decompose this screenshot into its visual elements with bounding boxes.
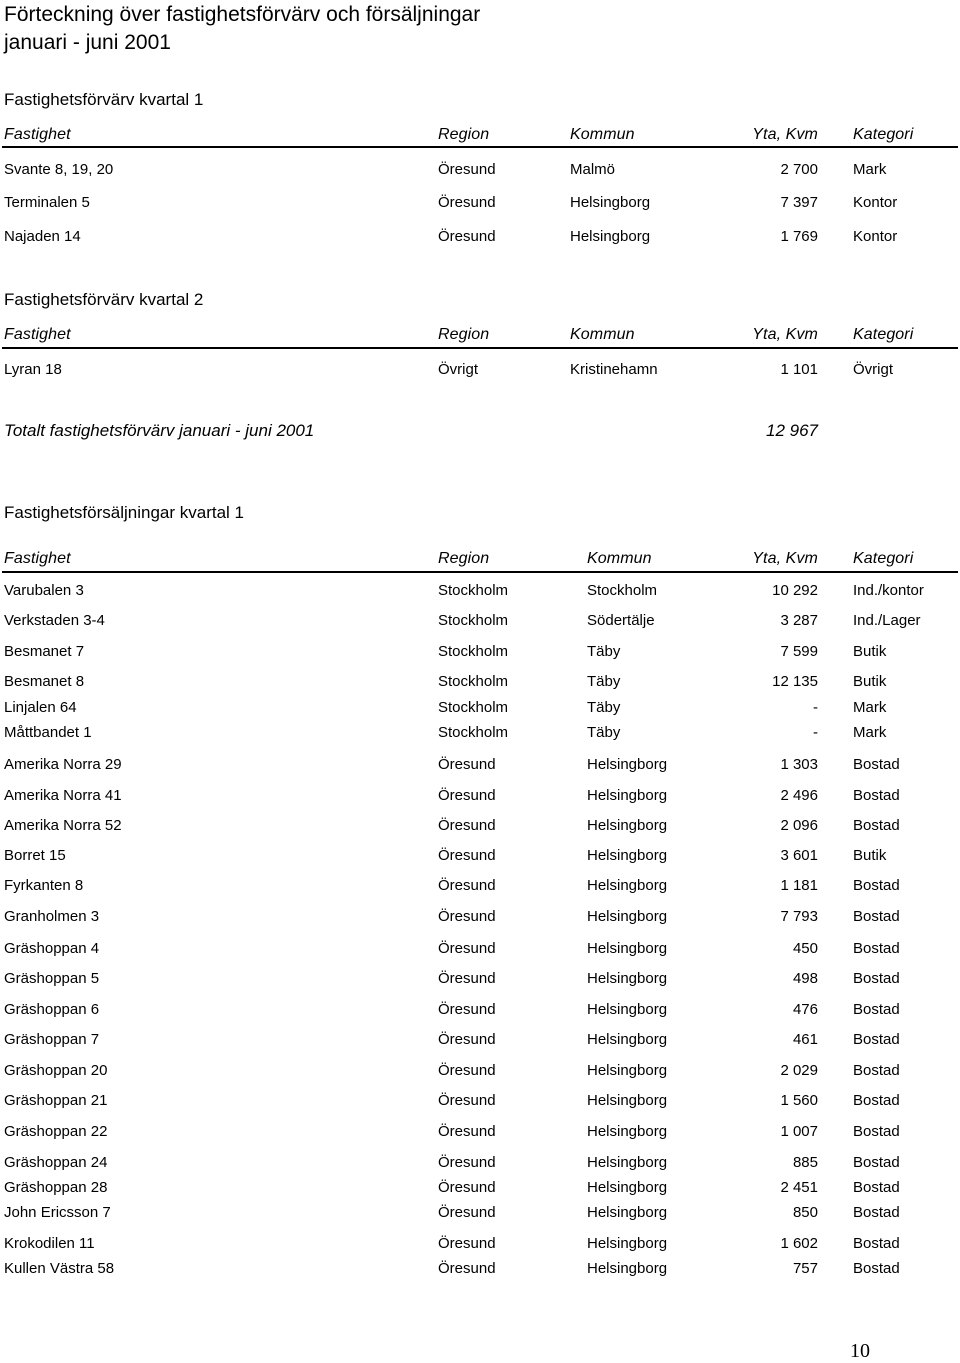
header-yta: Yta, Kvm [752, 326, 818, 343]
cell-fastighet: Gräshoppan 28 [4, 1179, 108, 1196]
cell-region: Öresund [438, 756, 496, 773]
cell-fastighet: Granholmen 3 [4, 908, 100, 925]
cell-kommun: Helsingborg [587, 847, 668, 864]
cell-kommun: Stockholm [587, 582, 658, 599]
document-title-line1: Förteckning över fastighetsförvärv och försäljningar [4, 3, 481, 26]
cell-kategori: Bostad [853, 1179, 900, 1196]
cell-kommun: Helsingborg [570, 194, 651, 211]
header-region: Region [438, 126, 490, 143]
cell-fastighet: Borret 15 [4, 847, 66, 864]
cell-region: Öresund [438, 1179, 496, 1196]
cell-fastighet: Lyran 18 [4, 361, 62, 378]
cell-fastighet: Gräshoppan 24 [4, 1154, 108, 1171]
cell-region: Stockholm [438, 643, 509, 660]
cell-region: Öresund [438, 970, 496, 987]
cell-kategori: Bostad [853, 787, 900, 804]
header-rule [2, 146, 958, 148]
cell-fastighet: Najaden 14 [4, 228, 81, 245]
cell-yta: 2 029 [780, 1062, 818, 1079]
cell-yta: 1 101 [780, 361, 818, 378]
cell-yta: 476 [792, 1001, 818, 1018]
cell-kommun: Helsingborg [587, 1123, 668, 1140]
cell-yta: 850 [792, 1204, 818, 1221]
cell-kategori: Mark [853, 161, 887, 178]
cell-kategori: Bostad [853, 1235, 900, 1252]
cell-kategori: Mark [853, 699, 887, 716]
cell-kommun: Helsingborg [587, 970, 668, 987]
cell-yta: 450 [792, 940, 818, 957]
cell-yta: 2 096 [780, 817, 818, 834]
cell-fastighet: Måttbandet 1 [4, 724, 92, 741]
section-title-sales-q1: Fastighetsförsäljningar kvartal 1 [4, 503, 245, 522]
cell-yta: 7 599 [780, 643, 818, 660]
cell-fastighet: Amerika Norra 41 [4, 787, 122, 804]
cell-kategori: Ind./Lager [853, 612, 921, 629]
cell-region: Öresund [438, 1154, 496, 1171]
cell-fastighet: Gräshoppan 20 [4, 1062, 108, 1079]
cell-region: Öresund [438, 877, 496, 894]
cell-fastighet: Kullen Västra 58 [4, 1260, 115, 1277]
header-kategori: Kategori [853, 326, 914, 343]
header-region: Region [438, 326, 490, 343]
cell-region: Stockholm [438, 582, 509, 599]
cell-fastighet: Amerika Norra 29 [4, 756, 122, 773]
cell-kommun: Helsingborg [587, 1062, 668, 1079]
header-kategori: Kategori [853, 550, 914, 567]
cell-kommun: Helsingborg [587, 1204, 668, 1221]
cell-yta: 2 451 [780, 1179, 818, 1196]
cell-kommun: Helsingborg [587, 1154, 668, 1171]
cell-yta: 885 [792, 1154, 818, 1171]
cell-kommun: Helsingborg [587, 1001, 668, 1018]
cell-kommun: Kristinehamn [570, 361, 658, 378]
cell-kommun: Helsingborg [587, 1260, 668, 1277]
cell-yta: 3 287 [780, 612, 818, 629]
cell-kategori: Bostad [853, 1062, 900, 1079]
cell-yta: 1 303 [780, 756, 818, 773]
cell-kategori: Bostad [853, 817, 900, 834]
cell-fastighet: Gräshoppan 22 [4, 1123, 108, 1140]
cell-region: Öresund [438, 787, 496, 804]
header-kommun: Kommun [587, 550, 652, 567]
cell-kommun: Malmö [570, 161, 616, 178]
cell-fastighet: Verkstaden 3-4 [4, 612, 105, 629]
cell-region: Stockholm [438, 724, 509, 741]
header-kategori: Kategori [853, 126, 914, 143]
cell-region: Stockholm [438, 673, 509, 690]
cell-kommun: Helsingborg [587, 908, 668, 925]
cell-region: Övrigt [438, 361, 479, 378]
cell-yta: 12 135 [772, 673, 818, 690]
cell-fastighet: Gräshoppan 4 [4, 940, 100, 957]
cell-kommun: Helsingborg [587, 877, 668, 894]
cell-fastighet: Linjalen 64 [4, 699, 77, 716]
cell-yta: 3 601 [780, 847, 818, 864]
header-yta: Yta, Kvm [752, 126, 818, 143]
cell-kategori: Butik [853, 847, 887, 864]
cell-yta: 757 [792, 1260, 818, 1277]
cell-kategori: Bostad [853, 970, 900, 987]
page-number: 10 [850, 1340, 870, 1362]
cell-kategori: Butik [853, 643, 887, 660]
cell-kommun: Helsingborg [587, 1179, 668, 1196]
cell-kategori: Bostad [853, 940, 900, 957]
cell-kategori: Butik [853, 673, 887, 690]
cell-kommun: Täby [587, 643, 621, 660]
header-region: Region [438, 550, 490, 567]
cell-yta: - [813, 724, 818, 741]
cell-region: Stockholm [438, 699, 509, 716]
cell-yta: 498 [792, 970, 818, 987]
cell-fastighet: Amerika Norra 52 [4, 817, 122, 834]
cell-yta: 1 560 [780, 1092, 818, 1109]
cell-fastighet: Gräshoppan 21 [4, 1092, 108, 1109]
cell-kategori: Bostad [853, 1031, 900, 1048]
cell-yta: 10 292 [772, 582, 818, 599]
cell-fastighet: Besmanet 8 [4, 673, 85, 690]
cell-region: Öresund [438, 228, 496, 245]
cell-yta: 1 181 [780, 877, 818, 894]
cell-region: Öresund [438, 1031, 496, 1048]
cell-kategori: Bostad [853, 1092, 900, 1109]
section-title-acq-q1: Fastighetsförvärv kvartal 1 [4, 90, 204, 109]
cell-region: Öresund [438, 1204, 496, 1221]
cell-region: Öresund [438, 161, 496, 178]
header-kommun: Kommun [570, 126, 635, 143]
cell-kategori: Övrigt [853, 361, 894, 378]
header-kommun: Kommun [570, 326, 635, 343]
cell-region: Stockholm [438, 612, 509, 629]
cell-kategori: Bostad [853, 1204, 900, 1221]
cell-yta: 7 793 [780, 908, 818, 925]
cell-kommun: Täby [587, 673, 621, 690]
cell-yta: 1 769 [780, 228, 818, 245]
header-rule [2, 571, 958, 573]
cell-fastighet: John Ericsson 7 [4, 1204, 111, 1221]
cell-kommun: Helsingborg [587, 787, 668, 804]
cell-kommun: Helsingborg [587, 1031, 668, 1048]
cell-region: Öresund [438, 1260, 496, 1277]
cell-fastighet: Terminalen 5 [4, 194, 90, 211]
header-fastighet: Fastighet [4, 326, 71, 343]
cell-kategori: Bostad [853, 756, 900, 773]
cell-fastighet: Besmanet 7 [4, 643, 85, 660]
cell-kategori: Bostad [853, 1001, 900, 1018]
cell-yta: - [813, 699, 818, 716]
cell-kategori: Ind./kontor [853, 582, 924, 599]
cell-kommun: Helsingborg [587, 940, 668, 957]
cell-region: Öresund [438, 908, 496, 925]
header-rule [2, 347, 958, 349]
cell-fastighet: Gräshoppan 6 [4, 1001, 100, 1018]
cell-kommun: Helsingborg [570, 228, 651, 245]
header-fastighet: Fastighet [4, 550, 71, 567]
cell-kommun: Täby [587, 699, 621, 716]
cell-region: Öresund [438, 817, 496, 834]
cell-region: Öresund [438, 1123, 496, 1140]
cell-region: Öresund [438, 847, 496, 864]
cell-kategori: Bostad [853, 877, 900, 894]
cell-yta: 1 602 [780, 1235, 818, 1252]
cell-fastighet: Svante 8, 19, 20 [4, 161, 114, 178]
cell-yta: 2 496 [780, 787, 818, 804]
cell-kommun: Helsingborg [587, 817, 668, 834]
cell-kategori: Bostad [853, 1123, 900, 1140]
cell-kommun: Helsingborg [587, 756, 668, 773]
cell-kommun: Täby [587, 724, 621, 741]
total-label: Totalt fastighetsförvärv januari - juni 2001 [4, 421, 315, 440]
cell-kommun: Södertälje [587, 612, 655, 629]
section-title-acq-q2: Fastighetsförvärv kvartal 2 [4, 290, 204, 309]
cell-region: Öresund [438, 940, 496, 957]
cell-yta: 2 700 [780, 161, 818, 178]
cell-kategori: Bostad [853, 908, 900, 925]
cell-region: Öresund [438, 1092, 496, 1109]
cell-yta: 461 [792, 1031, 818, 1048]
cell-fastighet: Fyrkanten 8 [4, 877, 84, 894]
cell-kategori: Bostad [853, 1260, 900, 1277]
cell-kategori: Kontor [853, 194, 898, 211]
cell-region: Öresund [438, 194, 496, 211]
cell-region: Öresund [438, 1001, 496, 1018]
document-title-line2: januari - juni 2001 [4, 31, 171, 54]
header-yta: Yta, Kvm [752, 550, 818, 567]
cell-fastighet: Krokodilen 11 [4, 1235, 95, 1252]
cell-kommun: Helsingborg [587, 1092, 668, 1109]
cell-region: Öresund [438, 1235, 496, 1252]
total-value: 12 967 [766, 421, 818, 440]
cell-yta: 7 397 [780, 194, 818, 211]
cell-kommun: Helsingborg [587, 1235, 668, 1252]
cell-kategori: Kontor [853, 228, 898, 245]
cell-fastighet: Gräshoppan 5 [4, 970, 100, 987]
cell-region: Öresund [438, 1062, 496, 1079]
cell-yta: 1 007 [780, 1123, 818, 1140]
cell-kategori: Mark [853, 724, 887, 741]
header-fastighet: Fastighet [4, 126, 71, 143]
cell-fastighet: Varubalen 3 [4, 582, 84, 599]
cell-kategori: Bostad [853, 1154, 900, 1171]
cell-fastighet: Gräshoppan 7 [4, 1031, 100, 1048]
